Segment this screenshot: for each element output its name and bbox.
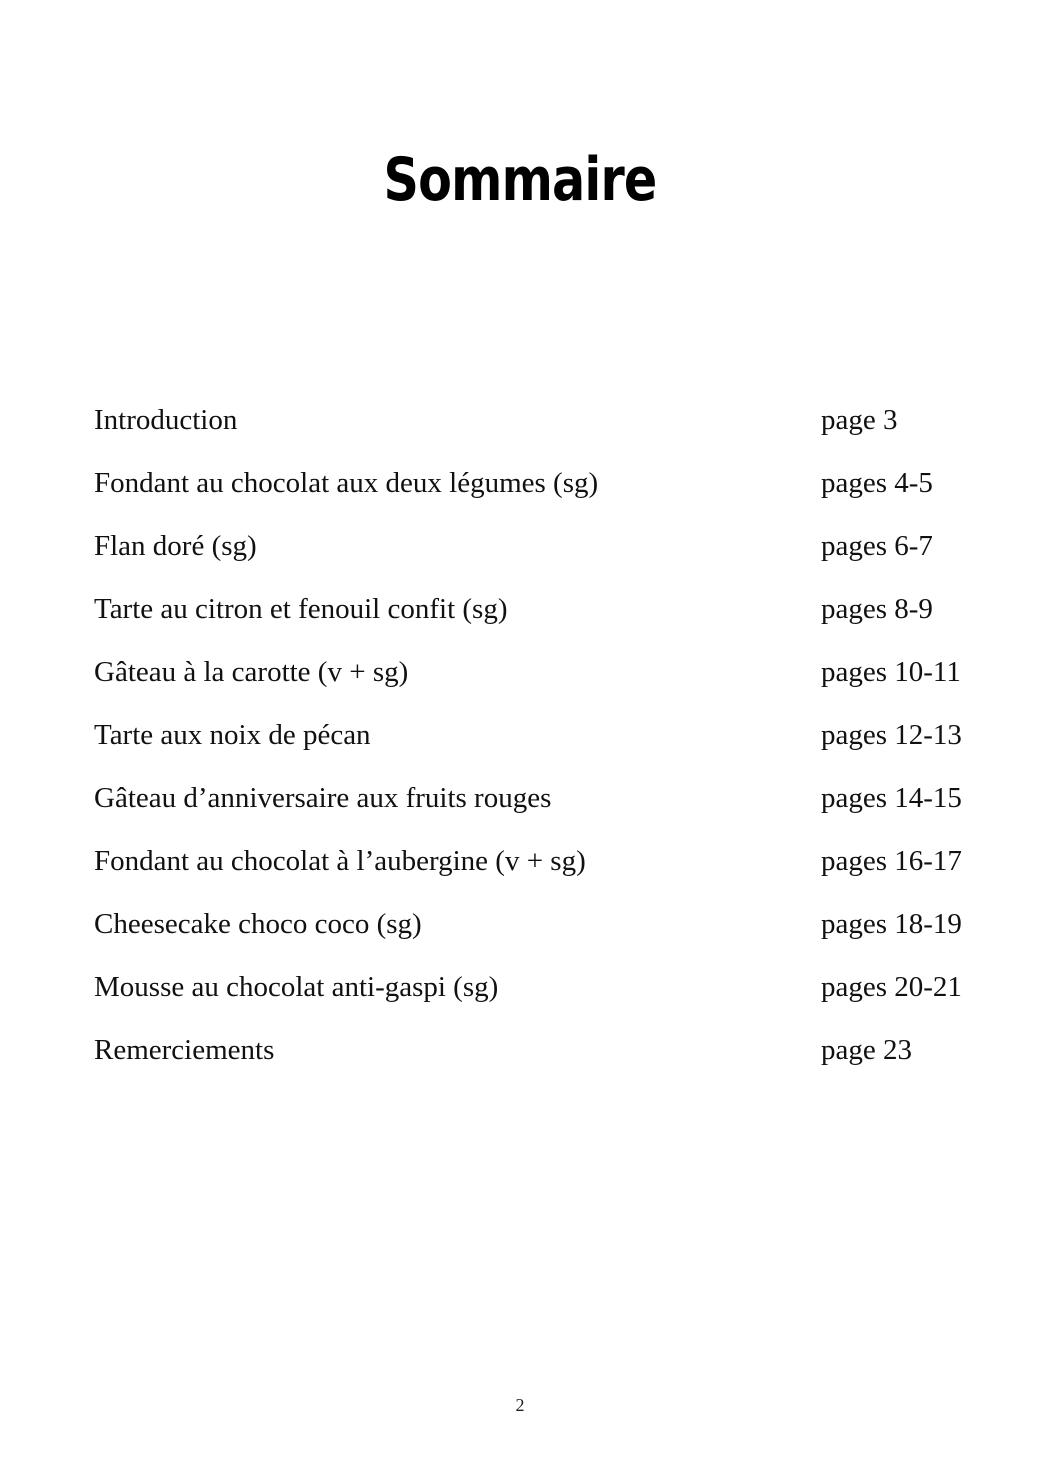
table-of-contents [94,400,974,1093]
toc-entry-pages: pages 20-21 [821,971,962,1003]
toc-entry-title: Remerciements [94,1034,275,1066]
toc-entry-title: Tarte aux noix de pécan [94,719,371,751]
toc-entry-pages: pages 18-19 [821,908,962,940]
toc-entry [94,778,974,841]
toc-entry-pages: pages 4-5 [821,467,933,499]
toc-entry [94,463,974,526]
toc-entry [94,589,974,652]
toc-entry [94,652,974,715]
toc-entry [94,400,974,463]
toc-entry-title: Gâteau d’anniversaire aux fruits rouges [94,782,552,814]
toc-entry [94,715,974,778]
toc-entry-pages: page 23 [821,1034,912,1066]
toc-entry [94,526,974,589]
toc-entry-title: Mousse au chocolat anti-gaspi (sg) [94,971,499,1003]
toc-entry-pages: pages 10-11 [821,656,961,688]
toc-entry-title: Introduction [94,404,238,436]
toc-entry-pages: pages 14-15 [821,782,962,814]
page-number: 2 [515,1395,525,1415]
toc-entry-title: Gâteau à la carotte (v + sg) [94,656,409,688]
page-title: Sommaire [383,145,657,216]
toc-entry-title: Fondant au chocolat à l’aubergine (v + sg) [94,845,586,877]
toc-entry-title: Tarte au citron et fenouil confit (sg) [94,593,508,625]
toc-entry [94,841,974,904]
toc-entry [94,967,974,1030]
toc-entry-pages: pages 12-13 [821,719,962,751]
toc-entry-title: Flan doré (sg) [94,530,257,562]
toc-entry-pages: pages 6-7 [821,530,933,562]
toc-entry [94,1030,974,1093]
toc-entry [94,904,974,967]
toc-entry-title: Cheesecake choco coco (sg) [94,908,422,940]
toc-entry-pages: pages 16-17 [821,845,962,877]
toc-entry-pages: page 3 [821,404,898,436]
toc-entry-title: Fondant au chocolat aux deux légumes (sg) [94,467,599,499]
toc-entry-pages: pages 8-9 [821,593,933,625]
